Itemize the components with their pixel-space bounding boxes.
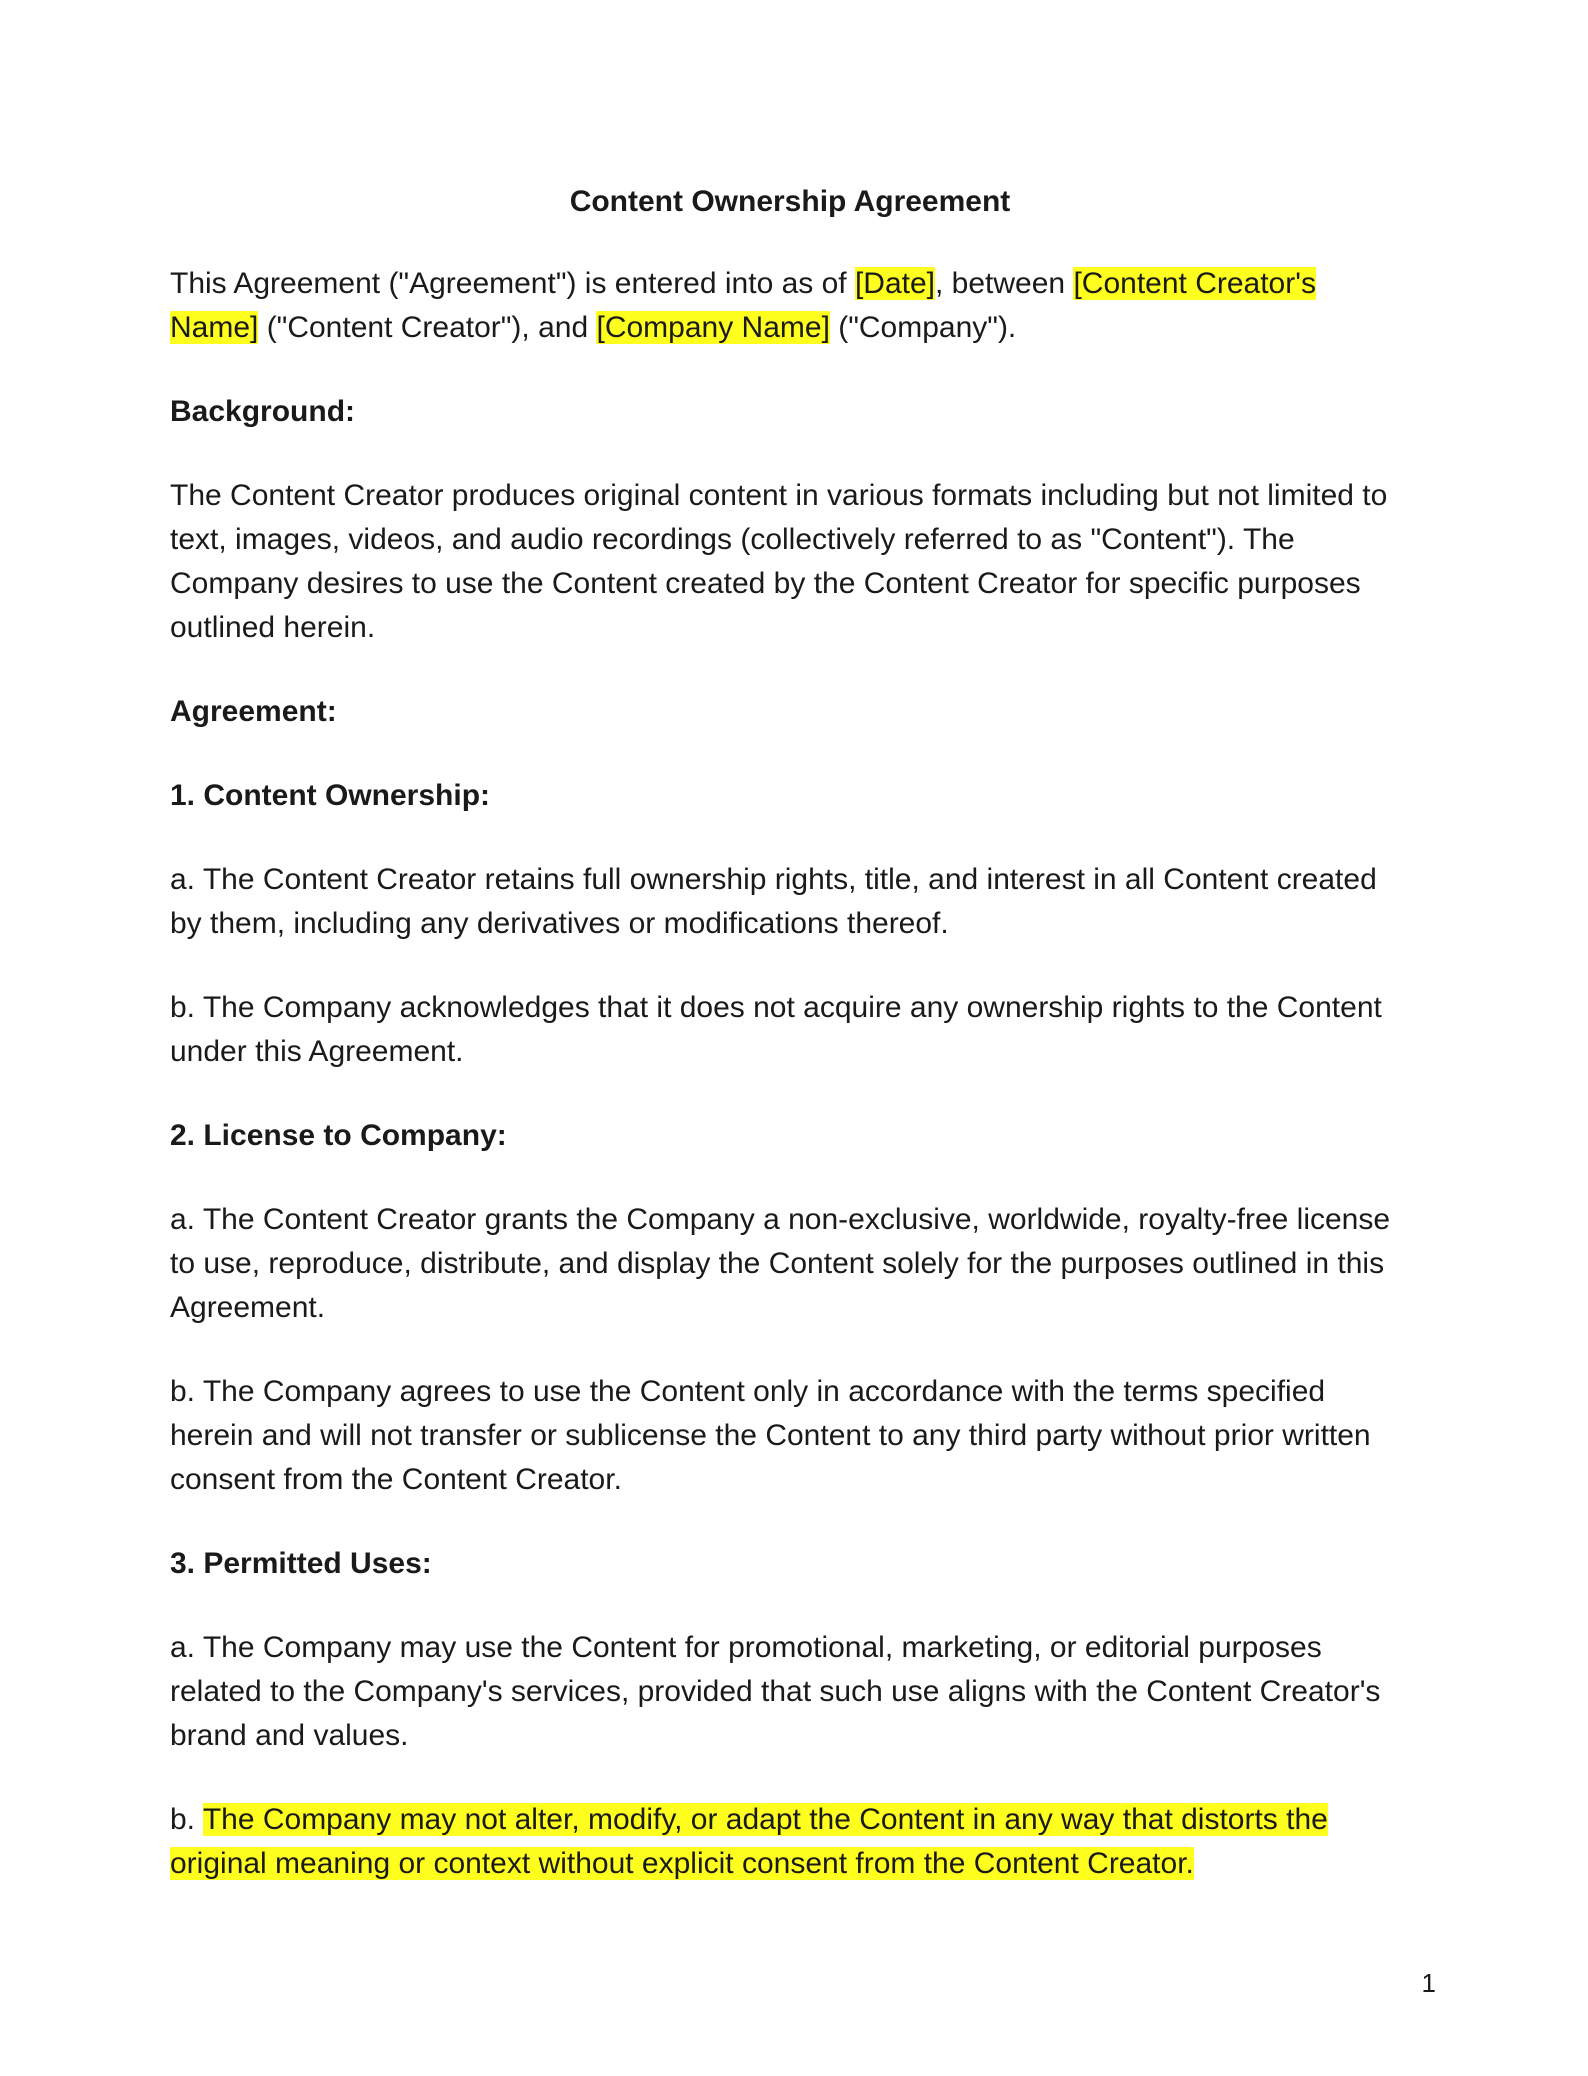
section-3-clause-b-highlighted: The Company may not alter, modify, or adapt the Content in any way that distorts the original meaning or context without explicit consent from the Content Creator. (170, 1803, 1328, 1880)
section-1-clause-a: a. The Content Creator retains full ownership rights, title, and interest in all Content created by them, including any derivatives or modifications thereof. (170, 863, 1377, 940)
section-3-clause-b (170, 1798, 1410, 1886)
intro-text-2: , between (935, 267, 1074, 300)
background-heading: Background: (170, 395, 356, 428)
section-3-clause-b-prefix: b. (170, 1803, 203, 1836)
page-number: 1 (1421, 1968, 1436, 1998)
section-2-clause-a: a. The Content Creator grants the Company a non-exclusive, worldwide, royalty-free license to use, reproduce, distribute, and display the Content solely for the purposes outlined in this Agreement. (170, 1203, 1391, 1324)
document-title: Content Ownership Agreement (569, 185, 1011, 218)
date-placeholder: [Date] (854, 267, 936, 300)
section-3-heading: 3. Permitted Uses: (170, 1547, 432, 1580)
document-body (170, 180, 1410, 1926)
section-1-heading: 1. Content Ownership: (170, 779, 491, 812)
intro-text-4: ("Company"). (829, 311, 1017, 344)
company-name-placeholder: [Company Name] (596, 311, 830, 344)
intro-paragraph (170, 262, 1410, 350)
creator-name-placeholder: [Content Creator's Name] (170, 267, 1316, 344)
section-1-clause-b: b. The Company acknowledges that it does not acquire any ownership rights to the Content under this Agreement. (170, 991, 1382, 1068)
section-2-clause-b: b. The Company agrees to use the Content only in accordance with the terms specified herein and will not transfer or sublicense the Content to any third party without prior written consent from the Content Creator. (170, 1375, 1371, 1496)
intro-text-1: This Agreement ("Agreement") is entered into as of (170, 267, 855, 300)
section-3-clause-a: a. The Company may use the Content for promotional, marketing, or editorial purposes related to the Company's services, provided that such use aligns with the Content Creator's brand and values. (170, 1631, 1381, 1752)
intro-text-3: ("Content Creator"), and (258, 311, 597, 344)
section-2-heading: 2. License to Company: (170, 1119, 507, 1152)
agreement-heading: Agreement: (170, 695, 337, 728)
background-paragraph: The Content Creator produces original content in various formats including but not limited to text, images, videos, and audio recordings (collectively referred to as "Content"). The Company desires to use the Content created by the Content Creator for specific purposes outlined herein. (170, 479, 1388, 644)
